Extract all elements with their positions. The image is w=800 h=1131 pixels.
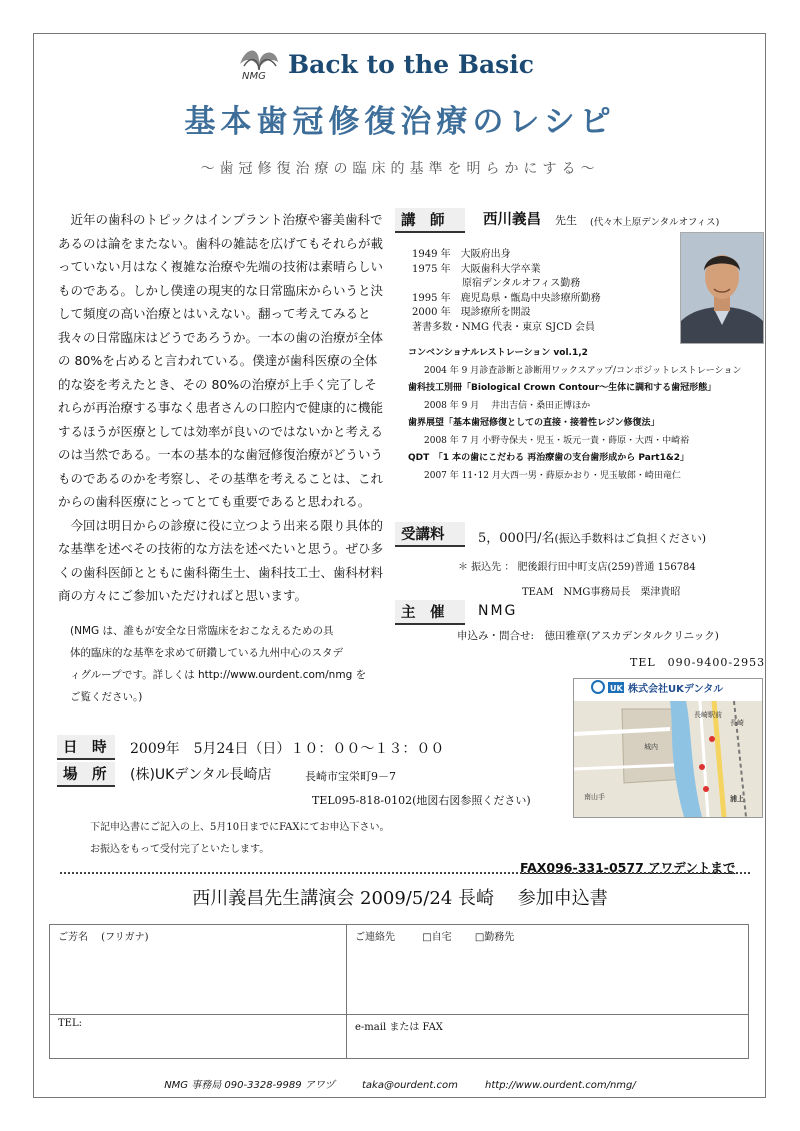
application-form [49,924,749,1059]
organizer-label: 主 催 [395,600,465,625]
fee-amount-line [478,527,706,546]
publication-title: 歯界展望「基本歯冠修復としての直接・接着性レジン修復法」 [408,418,660,428]
organizer-tel: TEL 090-9400-2953 [630,656,766,669]
nmg-note [70,620,382,708]
map-label: 南山手 [584,793,605,801]
map-label: 長崎 [730,719,744,727]
footer-url[interactable]: http://www.ourdent.com/nmg/ [485,1080,636,1091]
tel-field[interactable] [50,1015,347,1059]
tel-label: TEL: [58,1018,82,1029]
lecturer-bio [412,248,601,335]
event-tel: TEL095-818-0102(地図右図参照ください) [312,794,531,807]
intro-paragraph-1: 近年の歯科のトピックはインプラント治療や審美歯科であるのは論をまたない。歯科の雑誌を広げてもそれらが載っていない月はなく複雑な治療や先端の技術は素晴らしいものである。しかし僕達の現実的な日常臨床からいうと決して頻度の高い治療とはいえない。翻って考えてみると我々の日常臨床はどうであろうか。一本の歯の治療が全体の 80%を占めると言われている。僕達が歯科医療の全体的な姿を考えたとき、その 80%の治療が上手く完了しそれらが再治療する事なく患者さんの口腔内で健康的に機能するほうが医療としては効率が良いのではないかと考えるのは当然である。一本の基本的な歯冠修復治療がどういうものであるのかを考察し、その基準を考えることは、これからの歯科医療にとってとても重要であると思われる。 [58,212,384,509]
event-place: (株)UKデンタル長崎店 [130,767,272,783]
organizer-contact: 申込み・問合せ: 徳田雅章(アスカデンタルクリニック) [457,630,719,642]
note-line: ご覧ください。) [70,691,143,703]
fee-note: (振込手数料はご負担ください) [554,532,707,545]
bio-line: 原宿デンタルオフィス勤務 [412,278,581,289]
note-line: (NMG は、誰もが安全な日常臨床をおこなえるための具 [70,625,334,637]
svg-text:UK: UK [610,684,623,693]
event-date: 2009年 5月24日（日）１０：００～１３：００ [130,741,445,757]
map-label: 浦上 [730,795,744,803]
bio-line: 著書多数・NMG 代表・東京 SJCD 会員 [412,321,596,333]
fee-label: 受講料 [395,522,465,547]
event-address: 長崎市宝栄町9－7 [305,770,396,783]
map-company-label: 株式会社UKデンタル [628,684,724,695]
lecturer-affiliation: (代々木上原デンタルオフィス) [590,217,720,228]
contact-field[interactable] [347,925,749,1015]
publication-detail: 2008 年 9 月 井出吉信・桑田正博ほか [424,400,591,411]
lecturer-photo [680,232,764,344]
date-label: 日 時 [57,735,115,760]
email-fax-field[interactable] [347,1015,749,1059]
email-label: e-mail または FAX [355,1022,443,1033]
note-line: 体的臨床的な基準を求めて研鑽している九州中心のスタデ [70,647,343,659]
publication-detail: 2004 年 9 月診査診断と診断用ワックスアップ/コンポジットレストレーション [424,365,742,376]
footer-email[interactable]: taka@ourdent.com [362,1080,458,1091]
name-field[interactable] [50,925,347,1015]
bio-line: 1995 年 鹿児島県・甑島中央診療所勤務 [412,292,601,304]
application-instruction: 下記申込書にご記入の上、5月10日までにFAXにてお申込下さい。 [90,822,390,833]
publication-detail: 2008 年 7 月 小野寺保夫・児玉・坂元一貴・蒔原・大西・中崎裕 [424,435,690,446]
map-label: 長崎駅前 [694,711,722,719]
payee-info: TEAM NMG事務局長 栗津貴昭 [522,587,681,598]
map-label: 城内 [644,743,658,751]
fax-number: FAX096-331-0577 アワデントまで [520,860,736,875]
bio-line: 1949 年 大阪府出身 [412,249,511,260]
nmg-logo [236,44,282,84]
intro-paragraph-2: 今回は明日からの診療に役に立つよう出来る限り具体的な基準を述べその技術的な方法を述べたいと思う。ぜひ多くの歯科医師とともに歯科衛生士、歯科技工士、歯科材料商の方々にご参加いただければと思います。 [58,517,384,603]
contact-label: ご連絡先 [355,932,395,943]
logo-text: NMG [242,71,266,82]
bio-line: 1975 年 大阪歯科大学卒業 [412,263,541,275]
publication-detail: 2007 年 11･12 月大西一男・蒔原かおり・児玉敏郎・崎田竜仁 [424,470,681,481]
work-checkbox[interactable]: □勤務先 [474,932,515,943]
intro-text [58,208,384,608]
bank-info: ＊ 振込先 ： 肥後銀行田中町支店(259)普通 156784 [458,562,696,573]
note-line: ィグループです。詳しくは http://www.ourdent.com/nmg を [70,669,367,681]
publication-title: QDT 「1 本の歯にこだわる 再治療歯の支台歯形成から Part1&2」 [408,453,689,463]
name-label: ご芳名 (フリガナ) [58,932,149,943]
form-title: 西川義昌先生講演会 2009/5/24 長崎 参加申込書 [192,888,608,909]
fee-amount: 5，000円/名 [478,531,555,546]
home-checkbox[interactable]: □自宅 [422,932,452,943]
organizer-name: NMG [478,603,518,619]
lecturer-honorific: 先生 [555,214,577,227]
lecturer-label: 講 師 [395,208,465,233]
footer [0,1076,800,1091]
location-map [573,678,763,818]
payment-instruction: お振込をもって受付完了といたします。 [90,844,270,855]
place-label: 場 所 [57,762,115,787]
lecturer-name: 西川義昌 [483,211,541,228]
cut-line [60,872,750,874]
bio-line: 2000 年 現診療所を開設 [412,307,531,318]
page-subtitle: ～歯冠修復治療の臨床的基準を明らかにする～ [200,161,600,177]
footer-office: NMG 事務局 090-3328-9989 アワヅ [164,1080,335,1091]
page-title: 基本歯冠修復治療のレシピ [184,104,616,140]
publication-list [408,345,760,485]
publication-title: 歯科技工別冊「Biological Crown Contour～生体に調和する歯冠形態」 [408,383,717,393]
publication-title: コンベンショナルレストレーション vol.1,2 [408,348,588,358]
series-title: Back to the Basic [288,50,534,79]
